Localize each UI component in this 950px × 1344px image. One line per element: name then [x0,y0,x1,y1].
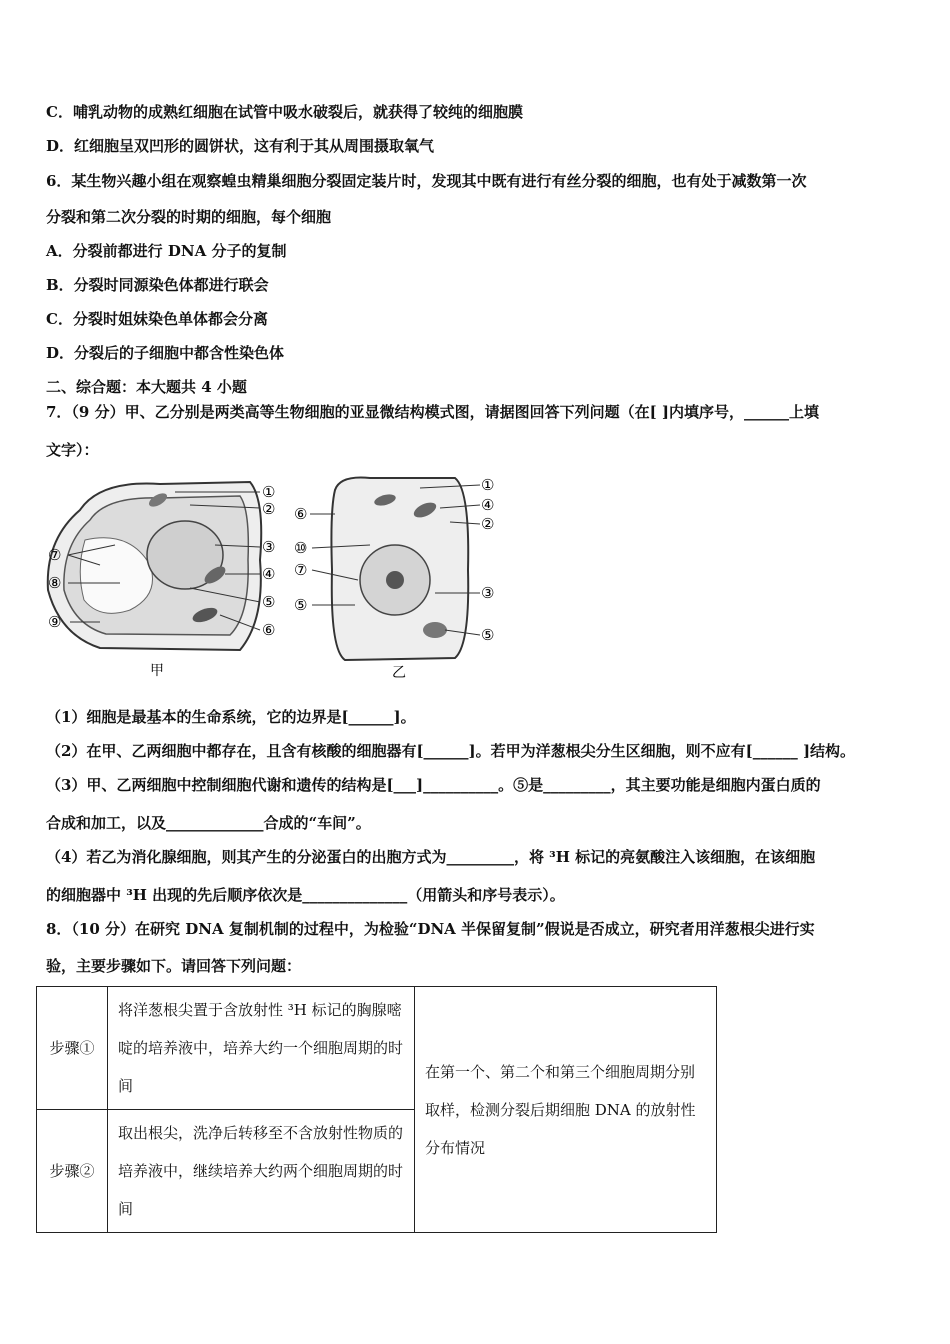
section-heading: 二、综合题：本大题共 4 小题 [46,378,247,396]
plant-label-6: ⑥ [262,621,276,639]
q7-part1: （1）细胞是最基本的生命系统，它的边界是[______]。 [46,708,416,726]
q6-stem-line2: 分裂和第二次分裂的时期的细胞，每个细胞 [46,208,332,226]
plant-label-5: ⑤ [262,593,276,611]
cell-diagram [40,470,520,685]
animal-label-4: ④ [481,496,495,514]
step2-text: 取出根尖，洗净后转移至不含放射性物质的培养液中，继续培养大约两个细胞周期的时间 [108,1110,415,1233]
q5-option-c: C．哺乳动物的成熟红细胞在试管中吸水破裂后，就获得了较纯的细胞膜 [46,103,523,121]
animal-label-10: ⑩ [294,539,308,557]
plant-label-3: ③ [262,538,276,556]
step1-label: 步骤① [37,987,108,1110]
q7-stem-line1: 7．（9 分）甲、乙分别是两类高等生物细胞的亚显微结构模式图，请据图回答下列问题（在[ ]内填序号，______上填 [46,403,820,421]
q6-option-a: A．分裂前都进行 DNA 分子的复制 [46,242,287,260]
q7-stem-line2: 文字）： [46,441,99,459]
q5-option-d: D．红细胞呈双凹形的圆饼状，这有利于其从周围摄取氧气 [46,137,435,155]
plant-label-9: ⑨ [48,613,62,631]
plant-label-4: ④ [262,565,276,583]
q8-stem-line2: 验，主要步骤如下。请回答下列问题： [46,957,302,975]
q7-part3: （3）甲、乙两细胞中控制细胞代谢和遗传的结构是[___]__________。⑤是_________，其主要功能是细胞内蛋白质的 [46,776,821,794]
q7-part2: （2）在甲、乙两细胞中都存在，且含有核酸的细胞器有[______]。若甲为洋葱根尖分生区细胞，则不应有[______ ]结构。 [46,742,856,760]
animal-label-3: ③ [481,584,495,602]
animal-caption: 乙 [392,665,406,681]
q6-option-b: B．分裂时同源染色体都进行联会 [46,276,269,294]
plant-label-7: ⑦ [48,546,62,564]
plant-label-1: ① [262,483,276,501]
q6-option-c: C．分裂时姐妹染色单体都会分离 [46,310,268,328]
animal-label-1: ① [481,476,495,494]
plant-label-2: ② [262,500,276,518]
animal-label-2: ② [481,515,495,533]
step1-text: 将洋葱根尖置于含放射性 ³H 标记的胸腺嘧啶的培养液中，培养大约一个细胞周期的时间 [108,987,415,1110]
q6-option-d: D．分裂后的子细胞中都含性染色体 [46,344,285,362]
animal-label-5-left: ⑤ [294,596,308,614]
q6-stem-line1: 6．某生物兴趣小组在观察蝗虫精巢细胞分裂固定装片时，发现其中既有进行有丝分裂的细胞，也有处于减数第一次 [46,172,807,190]
animal-label-5-right: ⑤ [481,626,495,644]
q8-stem-line1: 8．（10 分）在研究 DNA 复制机制的过程中，为检验“DNA 半保留复制”假说是否成立，研究者用洋葱根尖进行实 [46,920,815,938]
step2-label: 步骤② [37,1110,108,1233]
steps-table [36,986,717,1233]
animal-label-7: ⑦ [294,561,308,579]
plant-cell-figure [48,482,276,679]
table-row [37,987,717,1110]
plant-caption: 甲 [150,663,164,679]
animal-cell-figure [294,476,494,681]
q7-part4-cont: 的细胞器中 ³H 出现的先后顺序依次是______________（用箭头和序号表示）。 [46,886,565,904]
q7-part3-cont: 合成和加工，以及_____________合成的“车间”。 [46,814,371,832]
sampling-text: 在第一个、第二个和第三个细胞周期分别取样，检测分裂后期细胞 DNA 的放射性分布情况 [415,987,717,1233]
q7-part4: （4）若乙为消化腺细胞，则其产生的分泌蛋白的出胞方式为_________，将 ³H 标记的亮氨酸注入该细胞，在该细胞 [46,848,816,866]
plant-label-8: ⑧ [48,574,62,592]
animal-label-6: ⑥ [294,505,308,523]
